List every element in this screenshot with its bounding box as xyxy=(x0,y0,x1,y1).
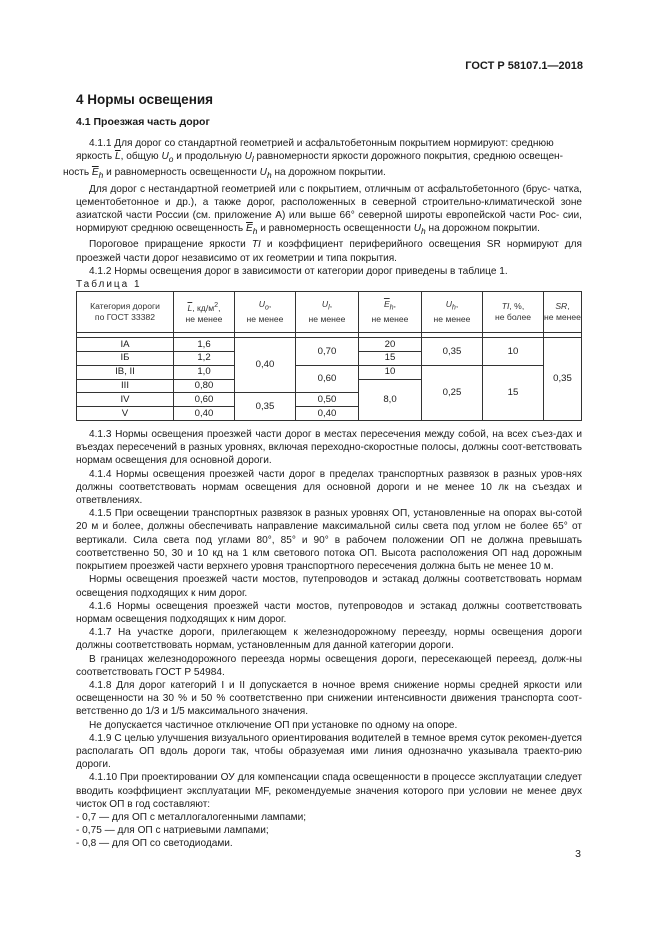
para-4-1-7: 4.1.7 На участке дороги, прилегающем к железнодорожному переезду, нормы освещения дороги должны соответствовать нормам, установленным для данной категории дороги. xyxy=(76,627,582,652)
table-row: V 0,40 0,40 xyxy=(77,407,582,421)
norms-table xyxy=(76,291,582,421)
para-4-1-7b: В границах железнодорожного переезда нормы освещения дороги, пересекающей переезд, долж-ны соответствовать ГОСТ Р 54984. xyxy=(76,653,582,678)
header-uo: $U_o$, не менее xyxy=(235,292,296,333)
header-sr: SR, не менее xyxy=(544,292,582,333)
header-luminance: $\overline{L}$, $кд/м^2$, не менее xyxy=(174,292,235,333)
para-4-1-5b: Нормы освещения проезжей части мостов, путепроводов и эстакад должны соответствовать нормам освещения подходящих к ним дорог. xyxy=(76,574,582,599)
document-code: ГОСТ Р 58107.1—2018 xyxy=(465,60,583,72)
header-ti: TI, %, не более xyxy=(483,292,544,333)
para-4-1-3: 4.1.3 Нормы освещения проезжей части дорог в местах пересечения между собой, на всех съез-дах и въездах пересечений в разных уровнях, включая переходно-скоростные полосы, должны соот-ветствовать нормам освещения для основной дороги. xyxy=(76,429,582,467)
page-number: 3 xyxy=(575,848,581,860)
table-row: IB, II 1,0 0,60 10 0,25 15 xyxy=(77,365,582,379)
list-item: - 0,7 — для ОП с металлогалогенными лампами; xyxy=(76,811,307,823)
para-nonstandard: Для дорог с нестандартной геометрией или с покрытием, отличным от асфальтобетонного (брус- чатка, цементобетонное и др.), а также дорог, расположенных в северной строительно-климатической зоне азиатской части России (см. приложение А) или выше 66° северной широты европейской части Рос- сии, нормируют среднюю освещенность $\overline{E}_h$ и равномерность освещенности $U_h$ на дорожном покрытии. xyxy=(76,183,583,237)
para-4-1-6: 4.1.6 Нормы освещения проезжей части мостов, путепроводов и эстакад должны соответствовать нормам освещения подходящих к ним дорог. xyxy=(76,600,582,625)
table-row: IБ 1,2 15 xyxy=(77,352,582,366)
header-ul: $U_l$, не менее xyxy=(296,292,359,333)
header-eh: $\overline{E}_h$, не менее xyxy=(359,292,422,333)
header-category: Категория дороги по ГОСТ 33382 xyxy=(77,292,174,333)
header-uh: $U_h$, не менее xyxy=(422,292,483,333)
table-row: IV 0,60 0,35 0,50 xyxy=(77,393,582,407)
table-row: III 0,80 8,0 xyxy=(77,379,582,393)
table-row: IA 1,6 0,40 0,70 20 0,35 10 0,35 xyxy=(77,338,582,352)
para-4-1-5: 4.1.5 При освещении транспортных развязок в разных уровнях ОП, установленные на опорах вы-сотой 20 м и более, должны обеспечивать направление максимальной силы света под углом не более 65° от вертикали. Сила света под углами 80°, 85° и 90° в рабочем положении ОП не должна превышать соответственно 50, 30 и 10 кд на 1 клм светового потока ОП. Высота расположения ОП над дорожным покрытием проезжей части верхнего уровня транспортного пересечения должна быть не менее 10 м. xyxy=(76,508,582,573)
para-4-1-1: 4.1.1 Для дорог со стандартной геометрией и асфальтобетонным покрытием нормируют: среднюю яркость $\overline{L}$, общую $U_o$ и продольную $U_l$ равномерности яркости дорожного покрытия, среднюю освещен- ность $\overline{E}_h$ и равномерность освещенности $U_h$ на дорожном покрытии. xyxy=(63,138,563,181)
intro-text xyxy=(63,137,583,851)
list-item: - 0,8 — для ОП со светодиодами. xyxy=(76,838,233,850)
section-title: 4 Нормы освещения xyxy=(76,92,214,107)
para-4-1-4: 4.1.4 Нормы освещения проезжей части дорог в пределах транспортных развязок в разных уров-нях должны соответствовать нормам освещения для основной дороги и не менее 10 лк на съездах и ответвлениях. xyxy=(76,468,582,507)
list-item: - 0,75 — для ОП с натриевыми лампами; xyxy=(76,825,269,837)
table-caption: Таблица 1 xyxy=(76,279,142,291)
para-4-1-10: 4.1.10 При проектировании ОУ для компенсации спада освещенности в процессе эксплуатации следует вводить коэффициент эксплуатации MF, рекомендуемые значения которого при условии не менее двух чисток ОП в год составляют: xyxy=(76,772,582,810)
para-4-1-8b: Не допускается частичное отключение ОП при установке по одному на опоре. xyxy=(89,719,458,731)
subsection-title: 4.1 Проезжая часть дорог xyxy=(76,116,210,128)
table-header-row xyxy=(77,292,582,333)
para-threshold: Пороговое приращение яркости TI и коэффициент периферийного освещения SR нормируют для проезжей части дорог независимо от их геометрии и типа покрытия. xyxy=(76,239,582,264)
para-4-1-2: 4.1.2 Нормы освещения дорог в зависимости от категории дорог приведены в таблице 1. xyxy=(89,265,508,277)
para-4-1-8: 4.1.8 Для дорог категорий I и II допускается в ночное время снижение нормы средней яркости или освещенности на 30 % и 50 % соответственно при снижении интенсивности движения транспорта соот-ветственно до 1/3 и 1/5 максимального значения. xyxy=(76,679,582,718)
para-4-1-9: 4.1.9 С целью улучшения визуального ориентирования водителей в темное время суток рекомен-дуется располагать ОП вдоль дороги так, чтобы образуемая ими линия однозначно указывала траекто-рию дороги. xyxy=(76,732,582,771)
